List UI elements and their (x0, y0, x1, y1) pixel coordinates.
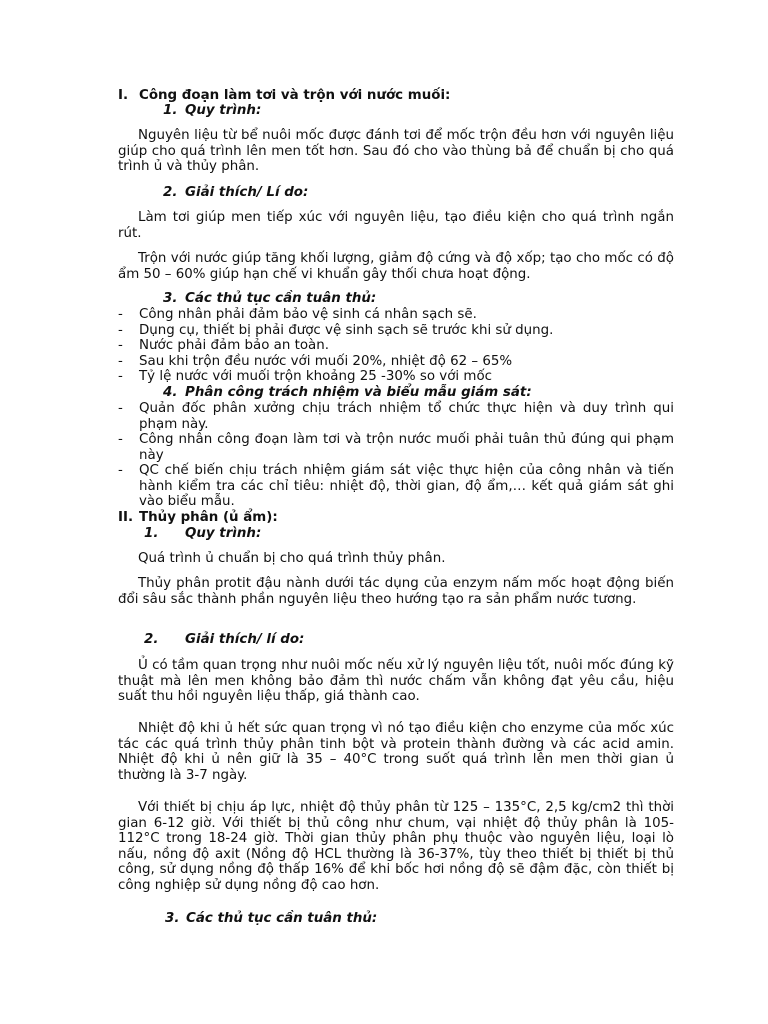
section-number: I. (118, 88, 129, 103)
list-item: - QC chế biến chịu trách nhiệm giám sát việc thực hiện của công nhân và tiến hành kiểm tra các chỉ tiêu: nhiệt độ, thời gian, độ ẩm,… kết quả giám sát ghi vào biểu mẫu. (118, 463, 674, 509)
paragraph: Nhiệt độ khi ủ hết sức quan trọng vì nó tạo điều kiện cho enzyme của mốc xúc tác các quá trình thủy phân tinh bột và protein thành đường và các acid amin. Nhiệt độ khi ủ nên giữ là 35 – 40°C trong suốt quá trình lên men thời gian ủ thường là 3-7 ngày. (118, 721, 674, 783)
subsection-heading: 2. Giải thích/ lí do: (144, 632, 305, 647)
paragraph: Trộn với nước giúp tăng khối lượng, giảm độ cứng và độ xốp; tạo cho mốc có độ ẩm 50 – 60% giúp hạn chế vi khuẩn gây thối chưa hoạt động. (118, 251, 674, 282)
subsection-heading: 1. Quy trình: (163, 103, 262, 118)
bullet-list (118, 307, 674, 385)
list-item: - Sau khi trộn đều nước với muối 20%, nhiệt độ 62 – 65% (118, 353, 513, 369)
list-item: - Tỷ lệ nước với muối trộn khoảng 25 -30% so với mốc (118, 369, 492, 384)
section-1-heading (118, 88, 450, 104)
section-number: II. (118, 510, 134, 525)
list-item: - Công nhân công đoạn làm tơi và trộn nước muối phải tuân thủ đúng qui phạm này (118, 432, 674, 463)
paragraph: Làm tơi giúp men tiếp xúc với nguyên liệu, tạo điều kiện cho quá trình ngắn rút. (118, 210, 674, 241)
subsection-heading: 3. Các thủ tục cần tuân thủ: (165, 911, 378, 926)
section-title: Công đoạn làm tơi và trộn với nước muối: (139, 88, 451, 103)
list-item: - Nước phải đảm bảo an toàn. (118, 338, 329, 353)
paragraph: Với thiết bị chịu áp lực, nhiệt độ thủy phân từ 125 – 135°C, 2,5 kg/cm2 thì thời gian 6-12 giờ. Với thiết bị thủ công như chum, vại nhiệt độ thủy phân là 105-112°C trong 18-24 giờ. Thời gian thủy phân phụ thuộc vào nguyên liệu, loại lò nấu, nồng độ axit (Nồng độ HCL thường là 36-37%, tùy theo thiết bị thiết bị thủ công, sử dụng nồng độ thấp 16% để khi bốc hơi nồng độ sẽ đậm đặc, còn thiết bị công nghiệp sử dụng nồng độ cao hơn. (118, 800, 674, 893)
paragraph: Quá trình ủ chuẩn bị cho quá trình thủy phân. (138, 551, 446, 566)
section-2-heading (118, 510, 278, 526)
subsection-heading: 2. Giải thích/ Lí do: (163, 185, 309, 200)
paragraph: Thủy phân protit đậu nành dưới tác dụng của enzym nấm mốc hoạt động biến đổi sâu sắc thành phần nguyên liệu theo hướng tạo ra sản phẩm nước tương. (118, 576, 674, 607)
subsection-heading: 1. Quy trình: (144, 526, 262, 541)
paragraph: Nguyên liệu từ bể nuôi mốc được đánh tơi để mốc trộn đều hơn với nguyên liệu giúp cho quá trình lên men tốt hơn. Sau đó cho vào thùng bả để chuẩn bị cho quá trình ủ và thủy phân. (118, 128, 674, 174)
subsection-heading: 4. Phân công trách nhiệm và biểu mẫu giám sát: (163, 385, 532, 400)
list-item: - Quản đốc phân xưởng chịu trách nhiệm tổ chức thực hiện và duy trình qui phạm này. (118, 401, 674, 432)
list-item: - Công nhân phải đảm bảo vệ sinh cá nhân sạch sẽ. (118, 307, 477, 322)
list-item: - Dụng cụ, thiết bị phải được vệ sinh sạch sẽ trước khi sử dụng. (118, 322, 554, 338)
paragraph: Ủ có tầm quan trọng như nuôi mốc nếu xử lý nguyên liệu tốt, nuôi mốc đúng kỹ thuật mà lên men không bảo đảm thì nước chấm vẫn không đạt yêu cầu, hiệu suất thu hồi nguyên liệu thấp, giá thành cao. (118, 658, 674, 704)
bullet-list (118, 401, 674, 510)
subsection-heading: 3. Các thủ tục cần tuân thủ: (163, 291, 377, 306)
section-title: Thủy phân (ủ ẩm): (139, 510, 278, 525)
